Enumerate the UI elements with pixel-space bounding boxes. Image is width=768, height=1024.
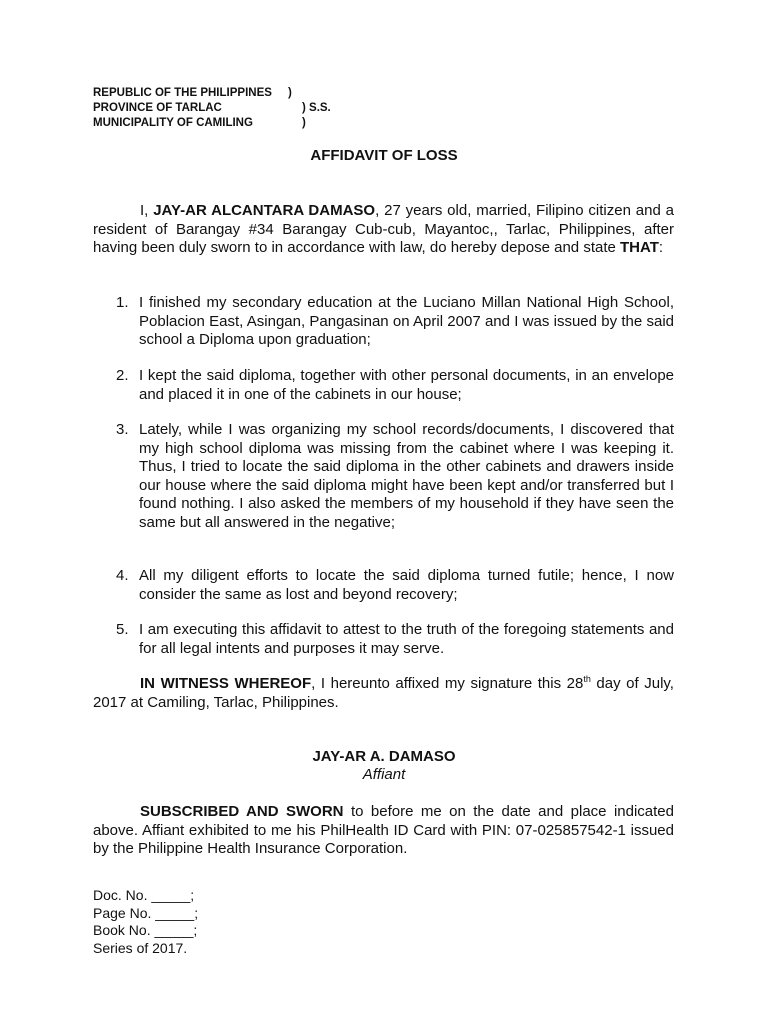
signature-block	[0, 748, 768, 784]
statement-item-2	[116, 367, 674, 404]
affiant-role: Affiant	[362, 766, 406, 783]
venue-paren-open: )	[288, 87, 292, 99]
doc-number: Doc. No. _____;	[93, 887, 195, 903]
intro-colon: :	[658, 239, 664, 256]
item-number: 1.	[116, 294, 129, 311]
item-text: I kept the said diploma, together with other personal documents, in an envelope and placed it in one of the cabinets in our house;	[139, 367, 674, 403]
statement-item-3	[116, 421, 674, 532]
page-number: Page No. _____;	[93, 904, 199, 921]
witness-day-suffix: th	[583, 674, 591, 684]
statement-item-5	[116, 621, 674, 658]
venue-province: PROVINCE OF TARLAC	[93, 102, 222, 114]
item-text: I am executing this affidavit to attest to the truth of the foregoing statements and for all legal intents and purposes it may serve.	[139, 621, 674, 657]
venue-municipality: MUNICIPALITY OF CAMILING	[93, 117, 253, 129]
intro-that: THAT	[620, 239, 659, 256]
book-number: Book No. _____;	[93, 922, 198, 938]
intro-lead: I,	[140, 202, 154, 219]
item-text: I finished my secondary education at the Luciano Millan National High School, Poblacion East, Asingan, Pangasinan on April 2007 and I was issued by the said school a Diploma upon graduation;	[139, 294, 674, 348]
item-text: Lately, while I was organizing my school records/documents, I discovered that my high school diploma was missing from the cabinet where I was keeping it. Thus, I tried to locate the said diploma in the other cabinets and drawers inside our house where the said diploma might have been kept and/or transferred but I found nothing. I also asked the members of my household if they have seen the same but all answered in the negative;	[139, 421, 674, 531]
series-year: Series of 2017.	[93, 939, 188, 956]
venue-block	[93, 86, 331, 131]
venue-paren-close: )	[302, 117, 306, 129]
item-number: 2.	[116, 367, 129, 384]
witness-paragraph	[93, 675, 674, 712]
jurat-lead: SUBSCRIBED AND SWORN	[140, 803, 344, 820]
intro-paragraph	[93, 202, 674, 258]
witness-text: , I hereunto affixed my signature this 28	[311, 675, 584, 692]
item-number: 3.	[116, 421, 129, 438]
affiant-name: JAY-AR A. DAMASO	[312, 748, 456, 765]
notarial-register	[93, 887, 198, 957]
witness-text-2: day of July, 2017 at Camiling, Tarlac, Philippines.	[93, 675, 674, 711]
affiant-full-name: JAY-AR ALCANTARA DAMASO	[153, 202, 376, 219]
item-number: 5.	[116, 621, 129, 638]
statement-item-1	[116, 294, 674, 350]
jurat-text: to before me on the date and place indicated above. Affiant exhibited to me his PhilHealth ID Card with PIN: 07-025857542-1 issued by the Philippine Health Insurance Corporation.	[93, 803, 674, 857]
item-number: 4.	[116, 567, 129, 584]
venue-republic: REPUBLIC OF THE PHILIPPINES	[93, 87, 272, 99]
statement-item-4	[116, 567, 674, 604]
venue-ss: ) S.S.	[302, 102, 331, 114]
item-text: All my diligent efforts to locate the said diploma turned futile; hence, I now consider the same as lost and beyond recovery;	[139, 567, 674, 603]
document-title: AFFIDAVIT OF LOSS	[310, 147, 458, 164]
jurat-paragraph	[93, 803, 674, 859]
witness-lead: IN WITNESS WHEREOF	[140, 675, 312, 692]
intro-text: , 27 years old, married, Filipino citizen and a resident of Barangay #34 Barangay Cub-cub, Mayantoc,, Tarlac, Philippines, after having been duly sworn to in accordance with law, do hereby depose and state	[93, 202, 674, 256]
